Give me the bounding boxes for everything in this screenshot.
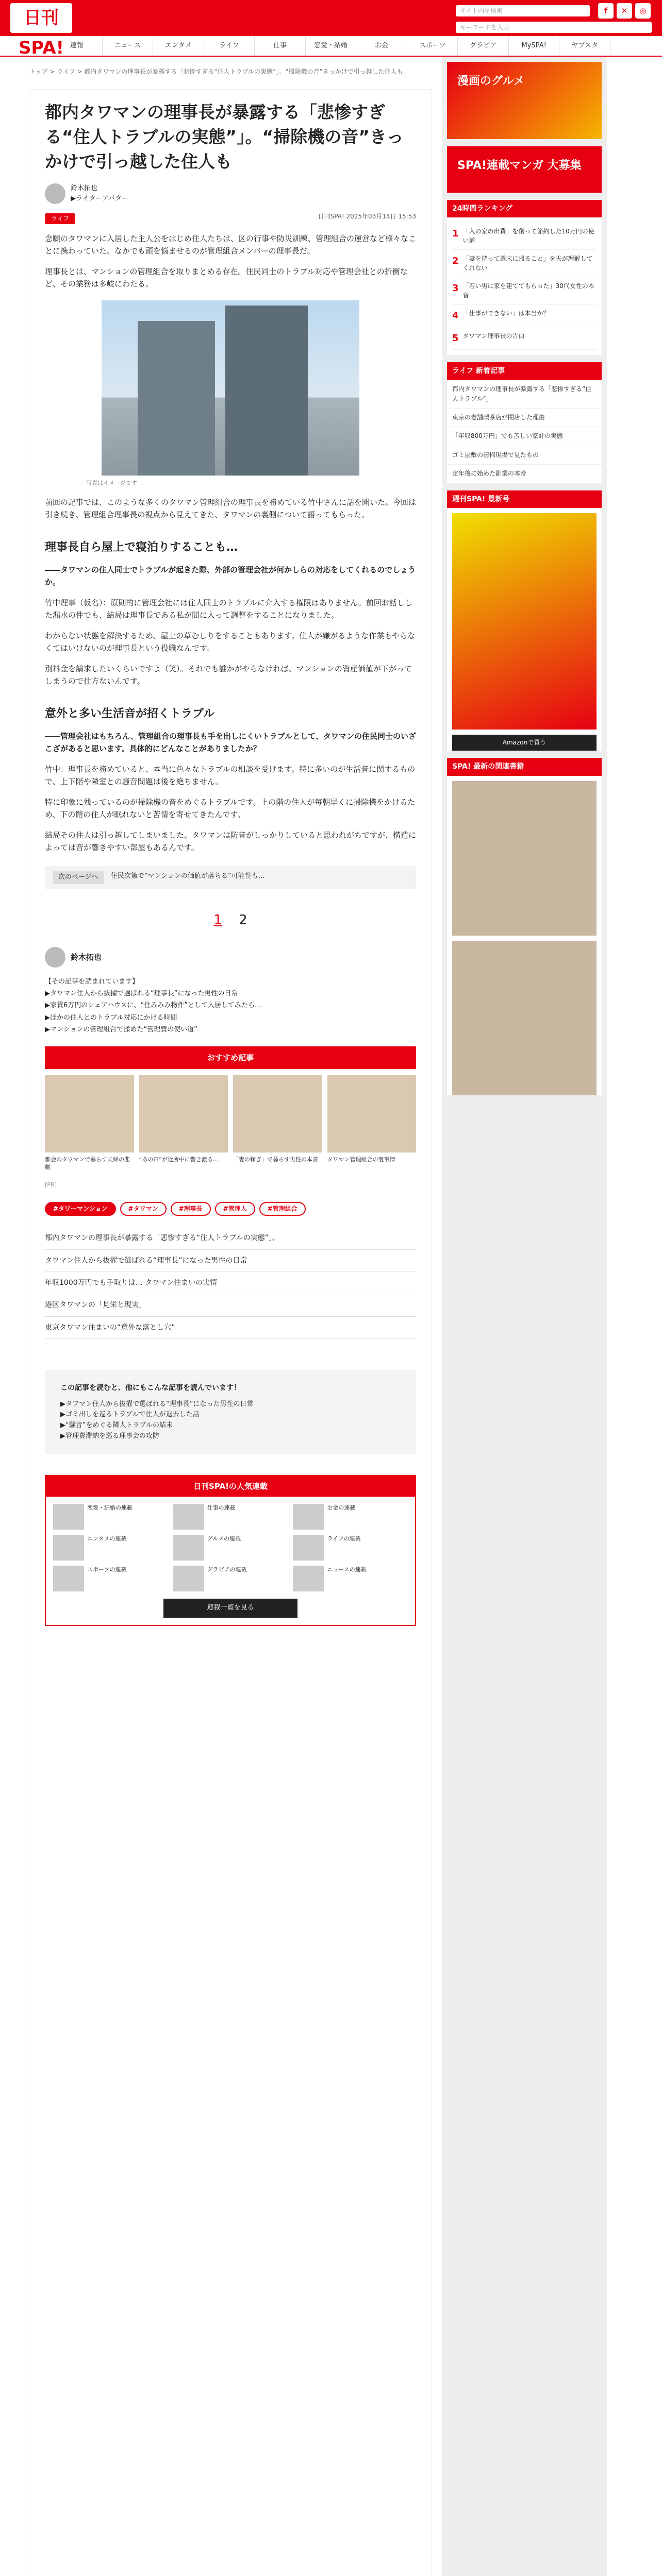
summary-item[interactable]: ▶“騒音”をめぐる隣人トラブルの結末	[60, 1421, 173, 1430]
paragraph: 念願のタワマンに入居した主人公をはじめ住人たちは、区の行事や防災訓練、管理組合の運営など様々なことに携わっていた。なかでも頭を悩ませるのが管理組合メンバーの理事長だ。	[45, 234, 417, 256]
ranking-item[interactable]: 5 タワマン理事長の告白	[452, 327, 597, 350]
books-box	[447, 758, 602, 1095]
serial-list-button[interactable]: 連載一覧を見る	[163, 1599, 297, 1618]
x-icon[interactable]: ✕	[617, 3, 632, 19]
avatar[interactable]	[45, 947, 65, 968]
nav-item[interactable]: スポーツ	[407, 36, 458, 56]
summary-item[interactable]: ▶タワマン住人から抜擢で選ばれる“理事長”になった男性の日常	[60, 1400, 254, 1408]
section-heading: 理事長自ら屋上で寝泊りすることも…	[45, 540, 238, 554]
social-links	[598, 3, 651, 19]
tag[interactable]: #理事長	[171, 1202, 211, 1216]
magazine-heading: 週刊SPA! 最新号	[447, 490, 602, 508]
related-item[interactable]: 東京タワマン住まいの“意外な落とし穴”	[45, 1317, 416, 1339]
tag-list	[45, 1202, 416, 1216]
author-footer	[45, 947, 416, 968]
related-item[interactable]: 都内タワマンの理事長が暴露する「悲惨すぎる“住人トラブルの実態”」。	[45, 1227, 416, 1249]
serial-item[interactable]: 恋愛・結婚の連載	[53, 1504, 168, 1530]
related-item[interactable]: 年収1000万円でも手取りは… タワマン住まいの実情	[45, 1272, 416, 1294]
ranking-item[interactable]: 3 「若い男に家を建ててもらった」30代女性の本音	[452, 277, 597, 304]
summary-item[interactable]: ▶管理費滞納を巡る理事会の攻防	[60, 1432, 159, 1440]
paragraph: 理事長とは、マンションの管理組合を取りまとめる存在。住民同士のトラブル対応や管理会社との折衝など、その業務は多岐にわたる。	[45, 267, 408, 289]
magazine-box	[447, 490, 602, 751]
newest-item[interactable]: 「年収800万円」でも苦しい家計の実態	[447, 427, 602, 446]
newest-item[interactable]: 東京の老舗喫茶店が閉店した理由	[447, 409, 602, 427]
serial-item[interactable]: お金の連載	[293, 1504, 408, 1530]
ranking-item[interactable]: 2 「妻を持って週末に帰ること」を夫が理解してくれない	[452, 250, 597, 277]
next-page-button[interactable]: 次のページへ	[53, 871, 104, 884]
nav-item[interactable]: ライフ	[204, 36, 255, 56]
related-list	[45, 1227, 416, 1339]
ranking-heading: 24時間ランキング	[447, 200, 602, 217]
manga-banner[interactable]: 漫画のグルメ	[447, 62, 602, 139]
newest-item[interactable]: ゴミ屋敷の清掃現場で見たもの	[447, 446, 602, 465]
recommend-card[interactable]: 「妻の稼ぎ」で暮らす男性の本音	[233, 1075, 322, 1172]
nav-item[interactable]: お金	[356, 36, 407, 56]
author-name[interactable]: 鈴木拓也	[71, 952, 102, 962]
sidebar	[442, 57, 607, 2576]
read-list-item[interactable]: ▶家賃6万円のシェアハウスに、“住みみみ物件”として入居してみたら…	[45, 1002, 262, 1010]
tag[interactable]: #管理人	[215, 1202, 255, 1216]
recommend-card[interactable]: “あの声”が近所中に響き渡る…	[139, 1075, 228, 1172]
summary-box	[45, 1370, 416, 1454]
summary-heading: この記事を読むと、他にもこんな記事を読んでいます！	[60, 1384, 241, 1393]
article-title: 都内タワマンの理事長が暴露する「悲惨すぎる“住人トラブルの実態”」。“掃除機の音”きっかけで引っ越した住人も	[45, 102, 404, 172]
paragraph: 特に印象に残っているのが掃除機の音をめぐるトラブルです。上の階の住人が毎朝早くに掃除機をかけるため、下の階の住人が眠れないと苦情を寄せてきたんです。	[45, 798, 416, 820]
author-name[interactable]: 鈴木拓也	[71, 184, 98, 192]
serial-heading: 日刊SPA!の人気連載	[46, 1476, 415, 1497]
related-item[interactable]: 港区タワマンの「見栄と現実」	[45, 1294, 416, 1316]
read-list-head: 【その記事を読まれています】	[45, 977, 139, 986]
serial-item[interactable]: 仕事の連載	[173, 1504, 288, 1530]
summary-item[interactable]: ▶ゴミ出しを巡るトラブルで住人が退去した話	[60, 1411, 200, 1419]
nav-item[interactable]: エンタメ	[153, 36, 204, 56]
magazine-cover[interactable]	[452, 513, 597, 730]
main-column	[29, 57, 432, 1612]
tag[interactable]: #管理組合	[259, 1202, 306, 1216]
tag[interactable]: #タワマン	[120, 1202, 167, 1216]
nav-item[interactable]: 恋愛・結婚	[306, 36, 357, 56]
pagination	[45, 910, 416, 931]
interview-question: ――タワマンの住人同士でトラブルが起きた際、外部の管理会社が何かしらの対応をしてくれるのでしょうか。	[45, 565, 416, 587]
tag[interactable]: #タワーマンション	[45, 1202, 116, 1216]
nav-item[interactable]: ニュース	[103, 36, 154, 56]
site-logo[interactable]: 日刊SPA!	[10, 3, 72, 33]
serial-item[interactable]: グルメの連載	[173, 1535, 288, 1561]
ranking-item[interactable]: 1 「入の家の出費」を削って節約した10万円の使い道	[452, 223, 597, 250]
nav-item[interactable]: グラビア	[458, 36, 509, 56]
paragraph: 竹中：理事長を務めていると、本当に色々なトラブルの相談を受けます。特に多いのが生活音に関するもので、上下階や隣室との騒音問題は後を絶ちません。	[45, 765, 416, 787]
serial-item[interactable]: ライフの連載	[293, 1535, 408, 1561]
related-item[interactable]: タワマン住人から抜擢で選ばれる“理事長”になった男性の日常	[45, 1250, 416, 1272]
paragraph: 竹中理事（仮名）：原則的に管理会社には住人同士のトラブルに介入する権限はありません。前回お話しした漏水の件でも、結局は理事長である私が間に入って調整をすることになりました。	[45, 598, 412, 620]
book-cover[interactable]	[452, 941, 597, 1095]
section-heading: 意外と多い生活音が招くトラブル	[45, 707, 215, 721]
paragraph: 別料金を請求したいくらいですよ（笑）。それでも誰かがやらなければ、マンションの資産価値が下がってしまうので仕方ないんです。	[45, 664, 412, 686]
nav-item[interactable]: 仕事	[255, 36, 306, 56]
nav-item[interactable]: MySPA!	[509, 36, 560, 56]
instagram-icon[interactable]: ◎	[635, 3, 651, 19]
author-note: ▶ライターアバター	[71, 195, 128, 203]
page-link[interactable]: 2	[239, 912, 247, 928]
newest-heading: ライフ 新着記事	[447, 362, 602, 380]
book-cover[interactable]	[452, 781, 597, 936]
ad-label: [PR]	[45, 1181, 57, 1189]
serial-item[interactable]: スポーツの連載	[53, 1566, 168, 1591]
next-page-link[interactable]	[45, 866, 416, 889]
article	[29, 90, 432, 2576]
recommend-card[interactable]: タワマン管理組合の裏事情	[327, 1075, 417, 1172]
recruit-banner[interactable]: SPA!連載マンガ 大募集	[447, 146, 602, 193]
books-heading: SPA! 最新の関連書籍	[447, 758, 602, 775]
paragraph: 前回の記事では、このような多くのタワマン管理組合の理事長を務めている竹中さんに話を聞いた。今回は引き続き、管理組合理事長の視点から見えてきた、タワマンの裏側について語ってもらった。	[45, 497, 417, 519]
recommend-heading: おすすめ記事	[45, 1046, 416, 1069]
category-badge[interactable]: ライフ	[45, 213, 75, 224]
newest-item[interactable]: 都内タワマンの理事長が暴露する「悲惨すぎる“住人トラブル”」	[447, 380, 602, 409]
read-list	[45, 976, 416, 1036]
facebook-icon[interactable]: f	[598, 3, 614, 19]
serial-item[interactable]: ニュースの連載	[293, 1566, 408, 1591]
ranking-box	[447, 200, 602, 355]
read-list-item[interactable]: ▶タワマン住人から抜擢で選ばれる“理事長”になった男性の日常	[45, 990, 238, 998]
serial-grid	[46, 1497, 415, 1599]
paragraph: わからない状態を解決するため、屋上の草むしりをすることもあります。住人が嫌がるような作業もやらなくてはいけないのが理事長という役職なんです。	[45, 631, 416, 653]
ranking-item[interactable]: 4 「仕事ができない」は本当か？	[452, 304, 597, 327]
read-list-item[interactable]: ▶マンションの管理組合で揉めた“管理費の使い道”	[45, 1026, 197, 1034]
next-page-text[interactable]: 住民次第で“マンションの価値が落ちる”可能性も…	[110, 872, 265, 880]
read-list-item[interactable]: ▶ほかの住人とのトラブル対応にかける時間	[45, 1013, 177, 1022]
avatar[interactable]	[45, 183, 65, 204]
amazon-button[interactable]: Amazonで買う	[452, 735, 597, 751]
search-input[interactable]: サイト内を検索	[456, 5, 590, 16]
nav-item[interactable]: ヤブスタ	[559, 36, 610, 56]
page-link[interactable]: 1	[213, 912, 222, 928]
tower-photo	[102, 300, 359, 476]
photo-caption: 写真はイメージです	[86, 480, 137, 487]
publish-date: 日刊SPA! 2025年03月14日 15:53	[318, 213, 416, 221]
serial-item[interactable]: グラビアの連載	[173, 1566, 288, 1591]
serial-box	[45, 1475, 416, 1626]
nav-item[interactable]: 速報	[52, 36, 103, 56]
newest-box	[447, 362, 602, 483]
breadcrumb[interactable]: トップ > ライフ > 都内タワマンの理事長が暴露する「悲惨すぎる“住人トラブルの実態”」。“掃除機の音”きっかけで引っ越した住人も	[29, 68, 403, 75]
author-block	[45, 183, 416, 205]
keyword-input[interactable]: キーワードを入力	[456, 22, 652, 33]
newest-item[interactable]: 定年後に始めた副業の本音	[447, 465, 602, 483]
recommend-cards	[45, 1075, 416, 1172]
interview-question: ――管理会社はもちろん、管理組合の理事長も手を出しにくいトラブルとして、タワマンの住民同士のいざこざがあると思います。具体的にどんなことがありましたか？	[45, 732, 417, 754]
paragraph: 結局その住人は引っ越してしまいました。タワマンは防音がしっかりしていると思われがちですが、構造によっては音が響きやすい部屋もあるんです。	[45, 831, 416, 853]
serial-item[interactable]: エンタメの連載	[53, 1535, 168, 1561]
global-nav	[0, 36, 662, 57]
recommend-card[interactable]: 都会のタワマンで暮らす夫婦の悲劇	[45, 1075, 134, 1172]
